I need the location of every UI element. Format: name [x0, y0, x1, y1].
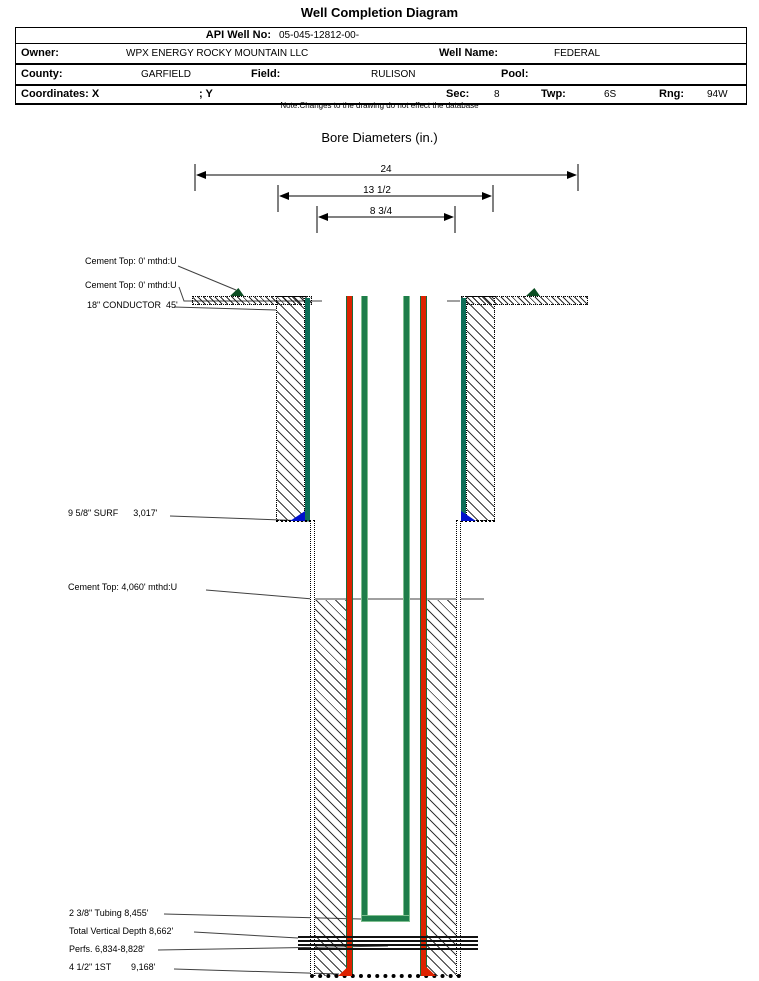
surface-cement-column-right — [466, 296, 495, 521]
tubing-bottom — [361, 915, 410, 922]
annotation-surface-casing: 9 5/8" SURF 3,017' — [68, 508, 158, 518]
twp-value: 6S — [604, 89, 617, 100]
leader-cement-top-1 — [178, 266, 236, 290]
tvd-line — [298, 944, 478, 946]
tubing-right — [403, 296, 410, 922]
production-cement-left — [315, 600, 346, 976]
dimension-8-3-4-label: 8 3/4 — [369, 206, 393, 217]
sec-value: 8 — [494, 89, 500, 100]
well-name-value: FEDERAL — [554, 48, 601, 59]
tvd-line — [298, 948, 478, 950]
tubing-left — [361, 296, 368, 922]
annotation-production-casing: 4 1/2" 1ST 9,168' — [69, 962, 156, 972]
page-title: Well Completion Diagram — [300, 5, 459, 20]
surface-casing-right — [461, 298, 466, 521]
tvd-line — [298, 936, 478, 938]
api-label: API Well No: — [205, 29, 271, 41]
sec-label: Sec: — [446, 88, 470, 100]
pool-label: Pool: — [501, 68, 529, 80]
bore-diameters-title: Bore Diameters (in.) — [321, 130, 438, 145]
field-label: Field: — [251, 68, 281, 80]
twp-label: Twp: — [541, 88, 566, 100]
annotation-cement-top-3: Cement Top: 4,060' mthd:U — [68, 582, 178, 592]
owner-label: Owner: — [21, 47, 59, 59]
owner-value: WPX ENERGY ROCKY MOUNTAIN LLC — [126, 48, 309, 59]
leader-tvd — [194, 932, 298, 938]
surface-cement-column-left — [276, 296, 305, 521]
annotation-cement-top-2: Cement Top: 0' mthd:U — [85, 280, 177, 290]
coordinates-y-label: ; Y — [199, 88, 213, 100]
field-value: RULISON — [371, 69, 416, 80]
well-name-label: Well Name: — [439, 47, 499, 59]
rng-value: 94W — [707, 89, 728, 100]
dimension-24-label: 24 — [380, 164, 392, 175]
rng-label: Rng: — [659, 88, 685, 100]
production-cement-right — [427, 600, 456, 976]
annotation-tubing: 2 3/8" Tubing 8,455' — [69, 908, 149, 918]
county-label: County: — [21, 68, 63, 80]
county-value: GARFIELD — [141, 69, 192, 80]
annotation-perfs: Perfs. 6,834-8,828' — [69, 944, 145, 954]
tvd-line — [298, 940, 478, 942]
borehole-wall-right — [456, 521, 461, 976]
database-note: Note:Changes to the drawing do not effect the database — [280, 101, 479, 110]
production-casing-right — [420, 296, 427, 976]
coordinates-label: Coordinates: X — [21, 88, 100, 100]
annotation-tvd: Total Vertical Depth 8,662' — [69, 926, 174, 936]
api-value: 05-045-12812-00- — [279, 30, 360, 41]
surface-casing-left — [305, 298, 310, 521]
dimension-8-3-4 — [317, 206, 455, 233]
borehole-bottom — [310, 974, 461, 978]
annotation-cement-top-1: Cement Top: 0' mthd:U — [85, 256, 177, 266]
annotation-conductor: 18" CONDUCTOR 45' — [87, 300, 178, 310]
leader-cement-top-3 — [206, 590, 484, 599]
production-casing-left — [346, 296, 353, 976]
dimension-13-1-2-label: 13 1/2 — [363, 185, 391, 196]
leader-conductor — [174, 307, 276, 310]
